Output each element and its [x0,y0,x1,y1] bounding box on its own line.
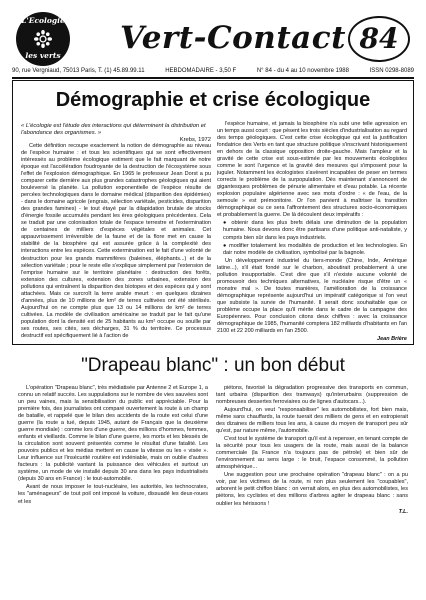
address: 90, rue Vergniaud, 75013 Paris, T. (1) 45.89.99.11 [12,68,145,74]
sunflower-icon [34,30,52,48]
paragraph: piétons, favorisé la dégradation progressive des transports en commun, tant urbains (disparition des tramways) qu'interurbains (suppression de nombreuses dessertes ferroviaires ou de lignes d'autocars...). [216,385,408,406]
paragraph: Cette définition recoupe exactement la notion de démographie au niveau de l'espèce humaine : et tous les scientifiques qui se sont effectivement intéressés au problème écologique estiment que le fait marquant de notre époque est l'accélération foudroyante de la destruction de l'écosystème sous l'effet de l'explosion démographique. En 1965 le professeur Jean Dorst a pu comparer cette dernière aux plus grandes catastrophes géologiques qui aient bouleversé la planète. La pollution exponentielle de l'espèce résulte de percées technologiques dans le domaine médical (disparition des épidémies) - dans le domaine agricole (engrais, sélection variétale, pesticides, disparition des grandes famines) - le tout étayé par la dilapidation brutale de stocks d'énergie fossile accumulés pendant les ères géologiques précédentes. Cela se traduit par une colonisation totale de l'espace terrestre et l'extermination de centaines de milliers d'espèces végétales et animales. Cet appauvrissement irréversible de la faune et de la flore met en cause la stabilité de la biosphère qui est assurée grâce à la complexité des interactions entre les espèces. Cette extermination est le fait d'une volonté de destruction pour les grands mammifères (baleines, éléphants...) et de la sélection variétale ; pour le reste elle s'explique simplement par l'extension de l'emprise humaine sur le territoire planétaire : destruction des forêts, extension des cultures, extension des zones urbaines, extension des pollutions qui entraînent la disparition des biotopes et des espèces qui y sont attachées. Mais ce surcroît la terre arable meurt : en quelques dizaines d'années, plus de 10 millions de km² de terres cultivées ont été stérilisés. Aujourd'hui on ne compte plus que 13 ou 14 millions de km² de terres cultivées. La modèle de civilisation américaine se traduit par le fait qu'une population dont la densité est de 25 habitants au km² occupe ou souille par ses routes, ses cités, ses décharges, 31 % du territoire. Ce processus destructif est spécifiquement lié à l'action de [21,143,211,339]
paragraph: Avant de nous imposer le tout-nucléaire, les autorités, les technocrates, les "aménageurs" de tout poil ont imposé la voiture, dissuadé les deux-roues et les [18,484,208,505]
logo-bottom-text: les verts [25,51,61,60]
masthead-info-row [12,68,414,74]
article-column-2 [216,385,408,595]
paragraph: l'espèce humaine, et jamais la biosphère n'a subi une telle agression en un temps aussi court : que pèsent les trois siècles d'industrialisation au regard des temps géologiques. C'est cette crise écologique qui est la justification fondatrice des Verts en tant que structure politique s'inscrivant historiquement en dehors de la classique opposition droite-gauche. Mais l'ampleur et la gravité de cette crise est sous-estimée par les mouvements écologistes comme le sont l'urgence et la gravité des mesures qui s'imposent pour la juguler. Notamment les écologistes s'avèrent incapables de peser en termes corrects le problème de la surpopulation. Dès maintenant s'annoncent de gigantesques problèmes de pénurie alimentaire et d'eau potable. La récente explosion populaire algérienne avec ses mots d'ordre : « de l'eau, de la semoule » est prémonitoire. Or l'on parvient à maîtriser la transition démographique ou ce sera l'affrontement des structures socio-économiques et probablement la guerre. De là découlent deux impératifs : [217,121,407,219]
logo-top-text: L'Ecologie [21,16,65,25]
masthead-rule [12,77,414,79]
paragraph: Une suggestion pour une prochaine opération "drapeau blanc" : on a pu voir, par les victimes de la route, ni non plus seulement les "coupables", arborent le petit chiffon blanc : on verrait alors, en plus des automobilistes, les piétons, les cyclistes et des millions d'arbres agiter le drapeau blanc : sans oublier les hérissons ! [216,472,408,507]
author-signature: T.L. [398,508,408,515]
article-column-2 [217,121,407,343]
article-column-1 [21,143,211,341]
bullet-paragraph: ● modifier totalement les modalités de production et les technologies. En dair notre modèle de civilisation, symbolisé par la bagnole. [223,242,407,256]
article-title: "Drapeau blanc" : un bon début [81,355,345,376]
newspaper-title: Vert-Contact [120,20,346,56]
article-column-1 [18,385,208,595]
paragraph: L'opération "Drapeau blanc", très médiatisée par Antenne 2 et Europe 1, a connu un relatif succès. Les suppulations sur le nombre de vies sauvées sont un peu vaines, mais la sensibilisation du public est appréciable. Pour la première fois, des journalistes ont comparé ouvertement la route à un champ de bataille, et rappelé que le bilan des accidents de la route est celui d'une guerre (la route a tué, depuis 1945, autant de Français que la deuxième guerre mondiale) : comme lors d'une guerre, des millions d'hommes, femmes, enfants et vieillards. Comme le bilan d'une guerre, les morts et les blessés de la circulation sont souvent présentés comme le résultat d'une fatalité. Les pouvoirs publics et les médias mettent en cause la vitesse ou les « visée ». Leur influence sur l'insécurité routière est indéniable, mais on oublie d'autres facteurs : la publicité vantant la puissance des véhicules et surtout un système, un mode de vie installé depuis 30 ans dans les pays industrialisés (depuis 30 ans en France) : le tout-automobile. [18,385,208,483]
issue-number-badge: 84 [348,16,410,62]
frequency-price: HEBDOMADAIRE - 3,50 F [165,68,237,74]
article-title: Démographie et crise écologique [55,89,371,111]
les-verts-logo [16,12,70,66]
article-demographie [12,80,414,345]
masthead [12,10,414,80]
author-signature: Jean Brière [377,335,407,342]
epigraph-quote [21,123,211,145]
paragraph: C'est tout le système de transport qu'il est à repenser, en tenant compte de la sécurité pour tous les usagers de la route, mais aussi de la balance commerciale (la France n'a toujours pas de pétrole) et bien sûr de l'environnement au sens large : le bruit, l'espace consommé, la pollution atmosphérique... [216,436,408,471]
issn: ISSN 0298-8089 [369,68,414,74]
paragraph: Un développement industriel du tiers-monde (Chine, Inde, Amérique latine...), s'il était fondé sur le charbon, aboutirait probablement à une pollution insupportable. C'est dire que s'il n'existe aucune volonté de promouvoir des techniques alternatives, le nucléaire risque d'être un « monstre mal ». De toutes manières, l'amélioration de la croissance démographique représente aujourd'hui un impératif catégorique si l'on veut que subsiste la survie de l'humanité. Il serait donc souhaitable que ce problème occupe la place qu'il mérite dans le cadre de la campagne des Européennes. Pour conclusion citons deux chiffres : avec la croissance démographique de 1985, l'humanité comptera 182 milliards d'habitants en l'an 2100 et 22 200 milliards en l'an 2500. [217,257,407,334]
issue-date: N° 84 - du 4 au 10 novembre 1988 [256,68,349,74]
quote-text: « L'écologie est l'étude des interactions qui déterminent la distribution et l'abondance des organismes. » [21,123,206,137]
quote-author: Krebs, 1972 [179,137,211,144]
bullet-paragraph: ● obtenir dans les plus brefs délais une diminution de la population humaine. Nous devons donc être partisans d'une politique anti-nataliste, y compris bien sûr dans les pays industriels. [223,220,407,241]
paragraph: Aujourd'hui, on veut "responsabiliser" les automobilistes, fort bien mais, même sans chauffards, la route tuerait des milliers de gens et en estropierait des dizaines de milliers tous les ans, à cause du moyen de transport peu sûr qu'est, par nature même, l'automobile. [216,407,408,435]
